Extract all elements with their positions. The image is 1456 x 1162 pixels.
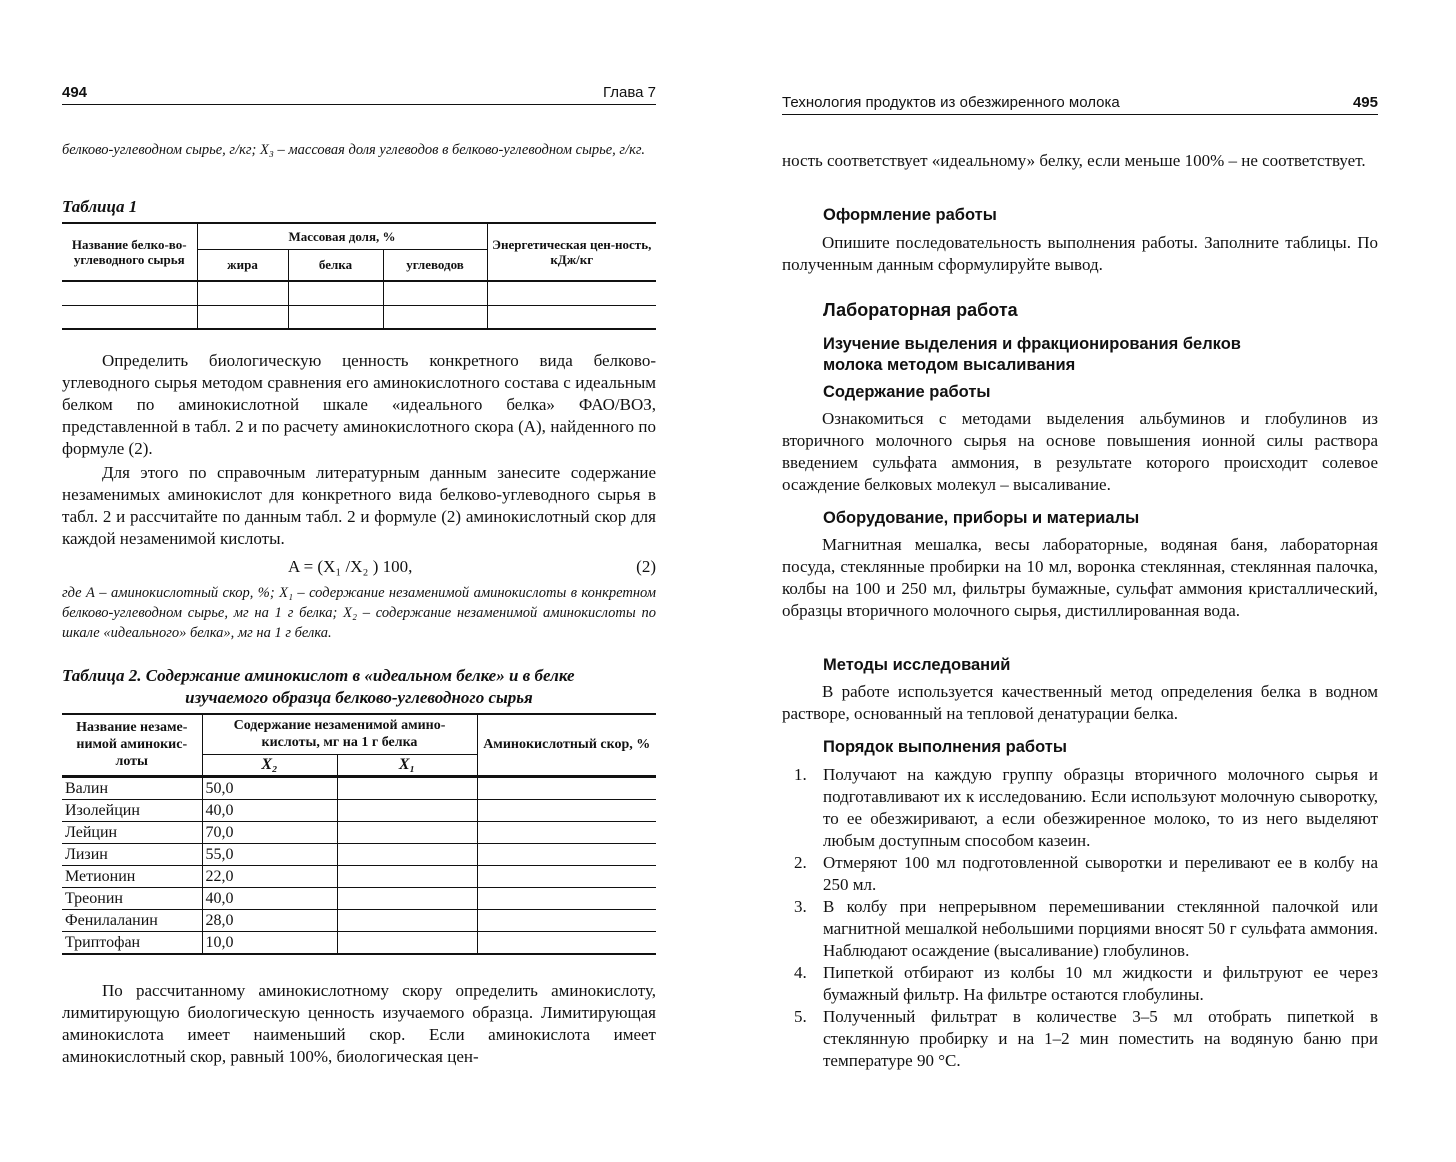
paragraph-methods: В работе используется качественный метод определения белка в водном растворе, основанный на тепловой денатурации белка. <box>782 682 1378 723</box>
heading-equipment: Оборудование, приборы и материалы <box>823 509 1140 527</box>
table-row <box>62 887 656 909</box>
procedure-list <box>782 764 1378 1072</box>
table2-col-x2: X₂ <box>202 754 337 776</box>
table2-group-header: Содержание незаменимой амино-кислоты, мг на 1 г белка <box>202 714 477 754</box>
heading-content: Содержание работы <box>823 383 991 401</box>
table2-col-name: Название незаме-нимой аминокис-лоты <box>62 714 202 776</box>
table-row <box>62 909 656 931</box>
left-page <box>62 0 656 1162</box>
amino-name: Метионин <box>62 865 202 887</box>
amino-x2: 40,0 <box>202 799 337 821</box>
amino-x2: 10,0 <box>202 931 337 954</box>
table-row <box>62 843 656 865</box>
amino-name: Лизин <box>62 843 202 865</box>
right-page <box>782 0 1378 1162</box>
amino-name: Лейцин <box>62 821 202 843</box>
amino-x2: 28,0 <box>202 909 337 931</box>
right-page-header <box>782 92 1378 115</box>
list-item: 4. Пипеткой отбирают из колбы 10 мл жидкости и фильтруют ее через бумажный фильтр. На фильтре остаются глобулины. <box>794 963 1378 1004</box>
amino-name: Валин <box>62 776 202 799</box>
list-item: 2. Отмеряют 100 мл подготовленной сыворотки и переливают ее в колбу на 250 мл. <box>794 853 1378 894</box>
paragraph-3: По рассчитанному аминокислотному скору определить аминокислоту, лимитирующую биологическую ценность изучаемого образца. Лимитирующая аминокислота имеет наименьший скор. Если аминокислота имеет аминокислотный скор, равный 100%, биологическая цен- <box>62 981 656 1066</box>
paragraph-2: Для этого по справочным литературным данным занесите содержание незаменимых аминокислот для конкретного вида белково-углеводного сырья в табл. 2 и рассчитайте по данным табл. 2 и формуле (2) аминокислотный скор для каждой незаменимой кислоты. <box>62 463 656 548</box>
table1-col-carbs: углеводов <box>383 249 487 281</box>
table2-col-score: Аминокислотный скор, % <box>477 714 656 776</box>
table1-col-name: Название белко-во-углеводного сырья <box>62 223 197 281</box>
table1-group-header: Массовая доля, % <box>197 223 487 249</box>
amino-name: Триптофан <box>62 931 202 954</box>
table-row <box>62 281 656 305</box>
list-item: 5. Полученный фильтрат в количестве 3–5 мл отобрать пипеткой в стеклянную пробирку и на 1–2 мин поместить на водяную баню при температуре 90 °С. <box>794 1007 1378 1070</box>
table1-col-fat: жира <box>197 249 288 281</box>
paragraph-content: Ознакомиться с методами выделения альбуминов и глобулинов из вторичного молочного сырья на основе повышения ионной силы раствора введением сульфата аммония, в результате которого происходит солевое осаждение белковых молекул – высаливание. <box>782 409 1378 494</box>
amino-name: Фенилаланин <box>62 909 202 931</box>
amino-name: Изолейцин <box>62 799 202 821</box>
table2 <box>62 713 656 955</box>
table1-col-protein: белка <box>288 249 383 281</box>
formula-number: (2) <box>636 557 656 576</box>
paragraph-equipment: Магнитная мешалка, весы лабораторные, водяная баня, лабораторная посуда, стеклянные пробирки на 10 мл, воронка стеклянная, стеклянная палочка, колбы на 100 и 250 мл, фильтры бумажные, сульфат аммония кристаллический, образцы вторичного молочного сырья, дистиллированная вода. <box>782 535 1378 620</box>
heading-format: Оформление работы <box>823 206 997 224</box>
list-item: 1. Получают на каждую группу образцы вторичного молочного сырья и подготавливают их к исследованию. Если используют молочную сыворотку, то ее обезжиривают, а если обезжиренное молоко, то из него выделяют любым доступным способом казеин. <box>794 765 1378 850</box>
formula-line <box>62 556 656 578</box>
intro-italic: белково-углеводном сырье, г/кг; X₃ – массовая доля углеводов в белково-углеводном сырье, г/кг. <box>62 142 645 158</box>
page-number: 495 <box>1352 94 1378 111</box>
running-head: Глава 7 <box>602 84 656 101</box>
table-row <box>62 305 656 329</box>
paragraph-format: Опишите последовательность выполнения работы. Заполните таблицы. По полученным данным сформулируйте вывод. <box>782 233 1378 274</box>
heading-lab-work: Лабораторная работа <box>823 300 1018 320</box>
paragraph-1: Определить биологическую ценность конкретного вида белково-углеводного сырья методом сравнения его аминокислотного состава с идеальным белком по аминокислотной шкале «идеального белка» ФАО/ВОЗ, представленной в табл. 2 и по расчету аминокислотного скора (А), найденного по формуле (2). <box>62 351 656 458</box>
table1-caption: Таблица 1 <box>62 197 138 216</box>
table-row <box>62 821 656 843</box>
amino-x2: 50,0 <box>202 776 337 799</box>
amino-x2: 22,0 <box>202 865 337 887</box>
running-head: Технология продуктов из обезжиренного молока <box>782 94 1120 111</box>
table2-caption-line2: изучаемого образца белково-углеводного сырья <box>185 688 533 707</box>
heading-topic-line1: Изучение выделения и фракционирования белков <box>823 335 1241 353</box>
formula-note: где А – аминокислотный скор, %; X₁ – содержание незаменимой аминокислоты в конкретном белково-углеводном сырье, мг на 1 г белка; X₂ – содержание незаменимой аминокислоты по шкале «идеального» белка», мг на 1 г белка. <box>62 585 656 641</box>
heading-methods: Методы исследований <box>823 656 1011 674</box>
table-row <box>62 776 656 799</box>
formula: A = (X₁ /X₂ ) 100, <box>288 557 413 576</box>
amino-name: Треонин <box>62 887 202 909</box>
table-row <box>62 865 656 887</box>
amino-x2: 55,0 <box>202 843 337 865</box>
table1-col-energy: Энергетическая цен-ность, кДж/кг <box>487 223 656 281</box>
amino-x2: 40,0 <box>202 887 337 909</box>
left-page-header <box>62 82 656 105</box>
heading-topic-line2: молока методом высаливания <box>823 356 1076 374</box>
heading-procedure: Порядок выполнения работы <box>823 738 1067 756</box>
table2-caption-line1: Таблица 2. Содержание аминокислот в «идеальном белке» и в белке <box>62 666 575 685</box>
table-row <box>62 799 656 821</box>
list-item: 3. В колбу при непрерывном перемешивании стеклянной палочкой или магнитной мешалкой небольшими порциями вносят 50 г сульфата аммония. Наблюдают осаждение (высаливание) глобулинов. <box>794 897 1378 960</box>
amino-x2: 70,0 <box>202 821 337 843</box>
table1 <box>62 222 656 330</box>
page-number: 494 <box>62 84 88 101</box>
table-row <box>62 931 656 954</box>
continued-text: ность соответствует «идеальному» белку, если меньше 100% – не соответствует. <box>782 151 1366 170</box>
table2-col-x1: X₁ <box>337 754 477 776</box>
